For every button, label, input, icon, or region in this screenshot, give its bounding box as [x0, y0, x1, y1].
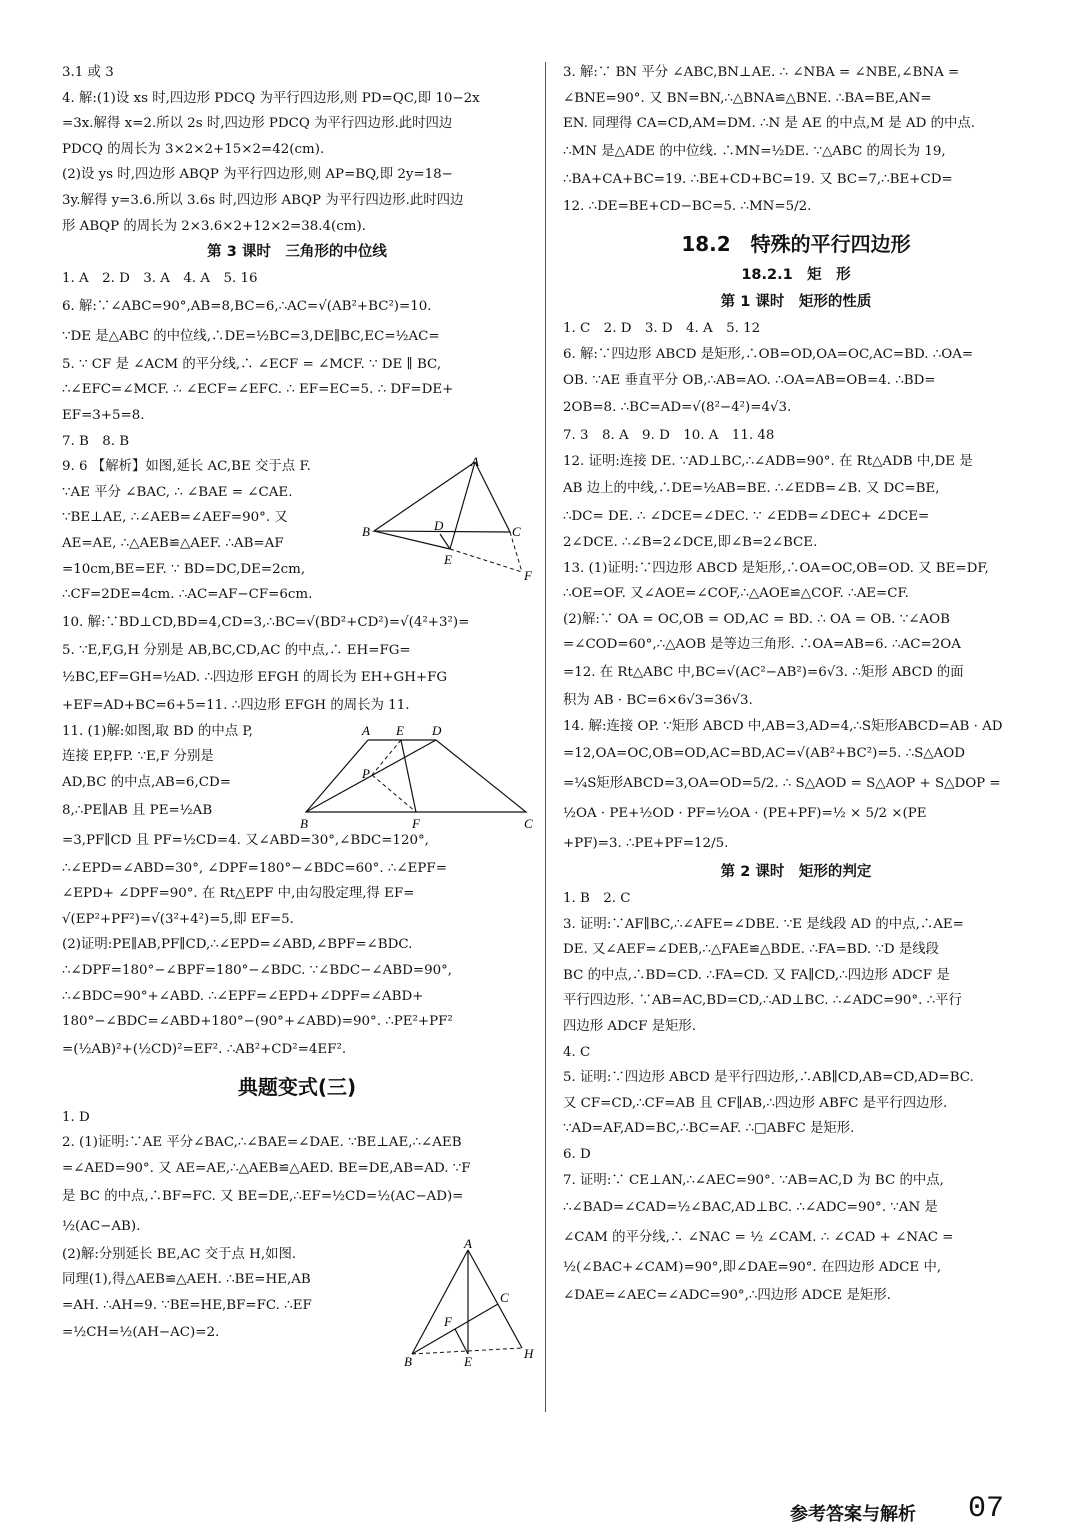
fig9-label-F: F: [524, 568, 532, 583]
answer-line: 同理(1),得△AEB≌△AEH. ∴BE=HE,AB: [62, 1272, 311, 1288]
answer-line: 13. (1)证明:∵四边形 ABCD 是矩形,∴OA=OC,OB=OD. 又 BE=DF,: [563, 560, 989, 576]
answer-line: (2)解:∵ OA = OC,OB = OD,AC = BD. ∴ OA = OB. ∵∠AOB: [563, 611, 950, 627]
page-number: 07: [968, 1492, 1005, 1526]
fig11-label-B: B: [300, 816, 308, 831]
answer-line: 5. 证明:∵四边形 ABCD 是平行四边形,∴AB∥CD,AB=CD,AD=BC.: [563, 1070, 974, 1086]
answer-line: ∵BE⊥AE, ∴∠AEB=∠AEF=90°. 又: [62, 510, 288, 526]
fig11-label-A: A: [362, 723, 370, 738]
answer-line: 7. B 8. B: [62, 433, 130, 449]
answer-line: 3. 证明:∵AF∥BC,∴∠AFE=∠DBE. ∵E 是线段 AD 的中点,∴AE=: [563, 916, 964, 932]
footer-label: 参考答案与解析: [790, 1504, 916, 1525]
answer-line: ∠CAM 的平分线,∴ ∠NAC = ½ ∠CAM. ∴ ∠CAD + ∠NAC =: [563, 1230, 954, 1246]
fig2-label-B: B: [404, 1354, 412, 1369]
answer-line: (2)设 ys 时,四边形 ABQP 为平行四边形,则 AP=BQ,即 2y=18−: [62, 167, 453, 183]
answer-line: 11. (1)解:如图,取 BD 的中点 P,: [62, 723, 253, 739]
answer-line: 5. ∵E,F,G,H 分别是 AB,BC,CD,AC 的中点,∴ EH=FG=: [62, 642, 411, 658]
answer-line: 14. 解:连接 OP. ∵矩形 ABCD 中,AB=3,AD=4,∴S矩形ABCD=AB · AD: [563, 718, 1003, 734]
answer-line: EN. 同理得 CA=CD,AM=DM. ∴N 是 AE 的中点,M 是 AD 的中点.: [563, 116, 976, 132]
answer-line: ∴CF=2DE=4cm. ∴AC=AF−CF=6cm.: [62, 587, 313, 603]
answer-line: 2OB=8. ∴BC=AD=√(8²−4²)=4√3.: [563, 400, 792, 416]
answer-line: DE. 又∠AEF=∠DEB,∴△FAE≌△BDE. ∴FA=BD. ∵D 是线段: [563, 942, 940, 958]
answer-line: =3,PF∥CD 且 PF=½CD=4. 又∠ABD=30°,∠BDC=120°,: [62, 832, 429, 848]
answer-line: 积为 AB · BC=6×6√3=36√3.: [563, 692, 753, 708]
answer-line: 1. B 2. C: [563, 891, 631, 907]
answer-line: ∴∠BAD=∠CAD=½∠BAC,AD⊥BC. ∴∠ADC=90°. ∵AN 是: [563, 1200, 938, 1216]
answer-line: 6. D: [563, 1147, 591, 1163]
answer-line: ∴DC= DE. ∴ ∠DCE=∠DEC. ∵ ∠EDB=∠DEC+ ∠DCE=: [563, 509, 930, 525]
fig2-label-F: F: [444, 1314, 452, 1329]
fig9-label-D: D: [434, 518, 444, 533]
answer-line: 9. 6 【解析】如图,延长 AC,BE 交于点 F.: [62, 459, 311, 475]
section-title: 典题变式(三): [237, 1074, 357, 1099]
answer-line: EF=3+5=8.: [62, 407, 145, 423]
answer-line: ∴MN 是△ADE 的中位线. ∴MN=½DE. ∵△ABC 的周长为 19,: [563, 143, 946, 159]
answer-line: 连接 EP,FP. ∵E,F 分别是: [62, 749, 214, 765]
answer-line: AE=AE, ∴△AEB≌△AEF. ∴AB=AF: [62, 535, 284, 551]
answer-line: 1. C 2. D 3. D 4. A 5. 12: [563, 321, 761, 337]
answer-line: =½CH=½(AH−AC)=2.: [62, 1325, 220, 1341]
answer-line: ∵AE 平分 ∠BAC, ∴ ∠BAE = ∠CAE.: [62, 484, 293, 500]
answer-line: 12. ∴DE=BE+CD−BC=5. ∴MN=5/2.: [563, 199, 812, 215]
answer-line: BC 的中点,∴BD=CD. ∴FA=CD. 又 FA∥CD,∴四边形 ADCF 是: [563, 967, 950, 983]
column-divider: [545, 62, 546, 1412]
answer-line: 3. 解:∵ BN 平分 ∠ABC,BN⊥AE. ∴ ∠NBA = ∠NBE,∠BNA =: [563, 65, 960, 80]
lesson-title: 18.2.1 矩 形: [741, 267, 851, 284]
answer-line: =(½AB)²+(½CD)²=EF². ∴AB²+CD²=4EF².: [62, 1041, 347, 1057]
answer-line: ∴∠BDC=90°+∠ABD. ∴∠EPF=∠EPD+∠DPF=∠ABD+: [62, 988, 424, 1004]
figure-q9-triangle: [360, 456, 540, 586]
answer-line: ∴OE=OF. 又∠AOE=∠COF,∴△AOE≌△COF. ∴AE=CF.: [563, 586, 909, 602]
answer-line: ∠DAE=∠AEC=∠ADC=90°,∴四边形 ADCE 是矩形.: [563, 1288, 891, 1304]
answer-line: OB. ∵AE 垂直平分 OB,∴AB=AO. ∴OA=AB=OB=4. ∴BD=: [563, 372, 936, 388]
lesson-title: 第 1 课时 矩形的性质: [720, 294, 872, 311]
answer-line: 平行四边形. ∵AB=AC,BD=CD,∴AD⊥BC. ∴∠ADC=90°. ∴平行: [563, 993, 962, 1009]
answer-line: ∠EPD+ ∠DPF=90°. 在 Rt△EPF 中,由勾股定理,得 EF=: [62, 886, 415, 902]
fig2-label-A: A: [464, 1238, 472, 1251]
fig11-label-C: C: [524, 816, 533, 831]
answer-line: ∠BNE=90°. 又 BN=BN,∴△BNA≌△BNE. ∴BA=BE,AN=: [563, 90, 932, 106]
answer-line: ½BC,EF=GH=½AD. ∴四边形 EFGH 的周长为 EH+GH+FG: [62, 670, 448, 686]
answer-line: 6. 解:∵四边形 ABCD 是矩形,∴OB=OD,OA=OC,AC=BD. ∴OA=: [563, 346, 974, 362]
section-title: 18.2 特殊的平行四边形: [681, 232, 911, 257]
answer-line: 4. C: [563, 1044, 591, 1060]
answer-line: =∠COD=60°,∴△AOB 是等边三角形. ∴OA=AB=6. ∴AC=2OA: [563, 637, 961, 653]
answer-line: √(EP²+PF²)=√(3²+4²)=5,即 EF=5.: [62, 911, 294, 927]
answer-line: 180°−∠BDC=∠ABD+180°−(90°+∠ABD)=90°. ∴PE²+PF²: [62, 1014, 453, 1030]
answer-line: 3.1 或 3: [62, 65, 114, 80]
fig2-label-H: H: [524, 1346, 534, 1361]
answer-line: 12. 证明:连接 DE. ∵AD⊥BC,∴∠ADB=90°. 在 Rt△ADB 中,DE 是: [563, 453, 973, 469]
answer-line: +PF)=3. ∴PE+PF=12/5.: [563, 836, 729, 852]
answer-line: 2∠DCE. ∴∠B=2∠DCE,即∠B=2∠BCE.: [563, 534, 818, 550]
fig11-label-E: E: [396, 723, 404, 738]
answer-line: 8,∴PE∥AB 且 PE=½AB: [62, 802, 213, 818]
answer-line: ∵DE 是△ABC 的中位线,∴DE=½BC=3,DE∥BC,EC=½AC=: [62, 328, 440, 344]
answer-line: AB 边上的中线,∴DE=½AB=BE. ∴∠EDB=∠B. 又 DC=BE,: [563, 481, 940, 497]
left-column: [62, 60, 532, 1348]
answer-line: 1. D: [62, 1109, 90, 1125]
answer-line: ∴∠DPF=180°−∠BPF=180°−∠BDC. ∵∠BDC−∠ABD=90°,: [62, 963, 453, 979]
answer-line: =∠AED=90°. 又 AE=AE,∴△AEB≌△AED. BE=DE,AB=AD. ∵F: [62, 1161, 471, 1176]
answer-line: =12. 在 Rt△ABC 中,BC=√(AC²−AB²)=6√3. ∴矩形 ABCD 的面: [563, 664, 964, 680]
answer-line: ∴BA+CA+BC=19. ∴BE+CD+BC=19. 又 BC=7,∴BE+CD=: [563, 171, 953, 187]
answer-line: (2)证明:PE∥AB,PF∥CD,∴∠EPD=∠ABD,∠BPF=∠BDC.: [62, 937, 413, 953]
figure-variant-q2-triangle: [398, 1238, 542, 1370]
fig9-label-C: C: [512, 524, 521, 539]
answer-line: =12,OA=OC,OB=OD,AC=BD,AC=√(AB²+BC²)=5. ∴S△AOD: [563, 746, 965, 762]
fig11-label-D: D: [432, 723, 442, 738]
answer-line: +EF=AD+BC=6+5=11. ∴四边形 EFGH 的周长为 11.: [62, 698, 410, 714]
answer-line: (2)解:分别延长 BE,AC 交于点 H,如图.: [62, 1246, 297, 1262]
fig2-label-C: C: [500, 1290, 509, 1305]
answer-line: 3y.解得 y=3.6.所以 3.6s 时,四边形 ABQP 为平行四边形.此时四边: [62, 192, 464, 208]
answer-line: 10. 解:∵BD⊥CD,BD=4,CD=3,∴BC=√(BD²+CD²)=√(4²+3²)=: [62, 614, 470, 630]
answer-line: 四边形 ADCF 是矩形.: [563, 1019, 697, 1035]
right-column: [563, 60, 1029, 1309]
answer-line: 6. 解:∵∠ABC=90°,AB=8,BC=6,∴AC=√(AB²+BC²)=10.: [62, 298, 432, 314]
fig9-label-A: A: [471, 456, 479, 469]
answer-line: 1. A 2. D 3. A 4. A 5. 16: [62, 271, 258, 287]
fig9-label-B: B: [362, 524, 370, 539]
fig2-label-E: E: [464, 1354, 472, 1369]
answer-line: 7. 证明:∵ CE⊥AN,∴∠AEC=90°. ∵AB=AC,D 为 BC 的中点,: [563, 1172, 944, 1188]
answer-line: ½(AC−AB).: [62, 1218, 141, 1234]
lesson-title: 第 3 课时 三角形的中位线: [207, 244, 387, 261]
lesson-title: 第 2 课时 矩形的判定: [720, 864, 872, 881]
answer-line: 是 BC 的中点,∴BF=FC. 又 BE=DE,∴EF=½CD=½(AC−AD)=: [62, 1188, 464, 1204]
answer-line: ∴∠EPD=∠ABD=30°, ∠DPF=180°−∠BDC=60°. ∴∠EPF=: [62, 860, 447, 876]
fig11-label-F: F: [412, 816, 420, 831]
answer-line: ½(∠BAC+∠CAM)=90°,即∠DAE=90°. 在四边形 ADCE 中,: [563, 1260, 942, 1276]
fig11-label-P: P: [362, 766, 370, 781]
answer-line: =3x.解得 x=2.所以 2s 时,四边形 PDCQ 为平行四边形.此时四边: [62, 116, 453, 132]
answer-line: ½OA · PE+½OD · PF=½OA · (PE+PF)=½ × 5/2 ×(PE: [563, 806, 927, 822]
answer-line: ∴∠EFC=∠MCF. ∴ ∠ECF=∠EFC. ∴ EF=EC=5. ∴ DF=DE+: [62, 382, 454, 398]
answer-line: 2. (1)证明:∵AE 平分∠BAC,∴∠BAE=∠DAE. ∵BE⊥AE,∴∠AEB: [62, 1135, 462, 1151]
answer-line: 7. 3 8. A 9. D 10. A 11. 48: [563, 428, 775, 444]
answer-line: 5. ∵ CF 是 ∠ACM 的平分线,∴ ∠ECF = ∠MCF. ∵ DE ∥ BC,: [62, 356, 442, 372]
answer-line: PDCQ 的周长为 3×2×2+15×2=42(cm).: [62, 141, 325, 157]
answer-line: =10cm,BE=EF. ∵ BD=DC,DE=2cm,: [62, 561, 306, 577]
answer-line: 形 ABQP 的周长为 2×3.6×2+12×2=38.4(cm).: [62, 218, 366, 234]
answer-line: =¼S矩形ABCD=3,OA=OD=5/2. ∴ S△AOD = S△AOP + S△DOP =: [563, 776, 1001, 792]
answer-line: 4. 解:(1)设 xs 时,四边形 PDCQ 为平行四边形,则 PD=QC,即 10−2x: [62, 90, 480, 106]
figure-q11-quadrilateral: [296, 720, 544, 832]
answer-line: 又 CF=CD,∴CF=AB 且 CF∥AB,∴四边形 ABFC 是平行四边形.: [563, 1095, 948, 1111]
answer-line: ∵AD=AF,AD=BC,∴BC=AF. ∴□ABFC 是矩形.: [563, 1121, 855, 1137]
fig9-label-E: E: [444, 552, 452, 567]
answer-line: AD,BC 的中点,AB=6,CD=: [62, 775, 231, 791]
answer-line: =AH. ∴AH=9. ∵BE=HE,BF=FC. ∴EF: [62, 1297, 312, 1313]
